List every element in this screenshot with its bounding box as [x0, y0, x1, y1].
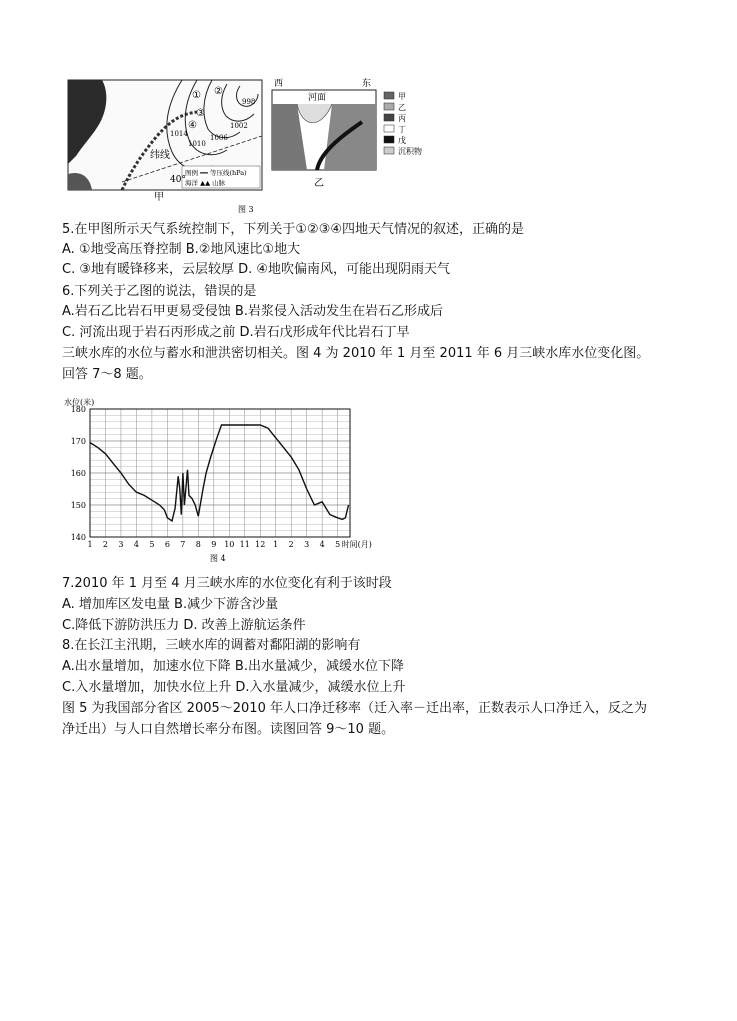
figure-3 — [62, 74, 434, 216]
x-tick-label: 4 — [319, 540, 325, 549]
x-tick-label: 5 — [335, 540, 341, 549]
y-tick-label: 160 — [70, 469, 86, 478]
x-tick-label: 4 — [133, 540, 139, 549]
y-tick-label: 170 — [70, 437, 86, 446]
x-tick-label: 8 — [195, 540, 201, 549]
legend-item-yi: 乙 — [398, 103, 406, 112]
questions-7-8-intro-line1: 三峡水库的水位与蓄水和泄洪密切相关。图 4 为 2010 年 1 月至 2011 年 6 月三峡水库水位变化图。 — [62, 346, 650, 361]
legend-item-jia: 甲 — [398, 92, 406, 101]
y-axis-ticks — [71, 405, 86, 542]
x-tick-label: 9 — [211, 540, 217, 549]
y-tick-label: 180 — [70, 405, 86, 414]
isobar-label-1002: 1002 — [230, 122, 248, 130]
questions-9-10-intro-line2: 净迁出）与人口自然增长率分布图。读图回答 9～10 题。 — [62, 722, 395, 737]
point-4-label: ④ — [188, 120, 197, 131]
x-tick-label: 5 — [149, 540, 155, 549]
panel-b-caption: 乙 — [314, 178, 324, 189]
latitude-value: 40° — [170, 175, 186, 185]
question-6-stem: 6.下列关于乙图的说法，错误的是 — [62, 284, 257, 299]
figure-4-caption: 图 4 — [210, 554, 226, 563]
question-8-stem: 8.在长江主汛期，三峡水库的调蓄对鄱阳湖的影响有 — [62, 638, 361, 653]
legend-item-bing: 丙 — [398, 114, 406, 123]
x-tick-label: 3 — [304, 540, 310, 549]
question-7-options-ab: A. 增加库区发电量 B.减少下游含沙量 — [62, 597, 279, 612]
isobar-label-1014: 1014 — [170, 130, 188, 138]
y-tick-label: 140 — [70, 533, 86, 542]
river-label: 河面 — [308, 93, 327, 103]
y-axis-label: 水位(米) — [64, 398, 95, 407]
figure-3-caption: 图 3 — [238, 205, 254, 214]
question-8-options-ab: A.出水量增加，加速水位下降 B.出水量减少，减缓水位下降 — [62, 659, 404, 674]
rock-layers-right — [324, 104, 376, 170]
question-7-stem: 7.2010 年 1 月至 4 月三峡水库的水位变化有利于该时段 — [62, 576, 392, 591]
point-1-label: ① — [192, 90, 201, 101]
isobar-label-1010: 1010 — [188, 140, 206, 148]
panel-a-legend-line2: 海洋 ▲▲ 山脉 — [185, 179, 226, 187]
x-tick-label: 1 — [273, 540, 279, 549]
questions-7-8-intro-line2: 回答 7～8 题。 — [62, 367, 152, 382]
panel-a-legend-line1: 图例 ━━ 等压线(hPa) — [185, 169, 247, 177]
x-tick-label: 1 — [87, 540, 93, 549]
question-8-options-cd: C.入水量增加，加快水位上升 D.入水量减少，减缓水位上升 — [62, 680, 406, 695]
point-2-label: ② — [214, 86, 223, 97]
question-5-options-cd: C. ③地有暖锋移来，云层较厚 D. ④地吹偏南风，可能出现阴雨天气 — [62, 262, 451, 277]
legend-item-sediment: 沉积物 — [398, 147, 422, 156]
x-tick-label: 11 — [239, 540, 250, 549]
question-7-options-cd: C.降低下游防洪压力 D. 改善上游航运条件 — [62, 618, 306, 633]
question-5-stem: 5.在甲图所示天气系统控制下，下列关于①②③④四地天气情况的叙述，正确的是 — [62, 222, 525, 237]
x-tick-label: 2 — [288, 540, 294, 549]
panel-b-geologic-section — [272, 77, 422, 189]
question-6-options-cd: C. 河流出现于岩石丙形成之前 D.岩石戊形成年代比岩石丁早 — [62, 325, 410, 340]
legend-item-wu: 戊 — [398, 136, 406, 145]
question-5-options-ab: A. ①地受高压脊控制 B.②地风速比①地大 — [62, 242, 301, 257]
legend-item-ding: 丁 — [398, 125, 406, 134]
panel-a-caption: 甲 — [154, 192, 164, 203]
x-axis-label: 时间(月) — [341, 540, 372, 549]
x-tick-label: 12 — [255, 540, 266, 549]
questions-9-10-intro-line1: 图 5 为我国部分省区 2005～2010 年人口净迁移率（迁入率－迁出率，正数表示人口净迁入，反之为 — [62, 701, 647, 716]
isobar-label-1006: 1006 — [210, 134, 228, 142]
x-tick-label: 3 — [118, 540, 124, 549]
west-label: 西 — [274, 79, 284, 89]
isobar-label-998: 998 — [242, 98, 256, 106]
x-tick-label: 7 — [180, 540, 186, 549]
figure-4-water-level-chart — [62, 395, 372, 565]
x-tick-label: 2 — [102, 540, 109, 549]
y-tick-label: 150 — [70, 501, 86, 510]
x-tick-label: 10 — [224, 540, 235, 549]
x-axis-ticks — [87, 540, 340, 549]
panel-b-legend — [384, 92, 422, 156]
point-3-label: ③ — [196, 108, 205, 119]
panel-a-weather-map — [68, 80, 262, 203]
x-tick-label: 6 — [164, 540, 170, 549]
question-6-options-ab: A.岩石乙比岩石甲更易受侵蚀 B.岩浆侵入活动发生在岩石乙形成后 — [62, 304, 443, 319]
latitude-label: 纬线 — [150, 150, 170, 161]
east-label: 东 — [362, 79, 372, 89]
